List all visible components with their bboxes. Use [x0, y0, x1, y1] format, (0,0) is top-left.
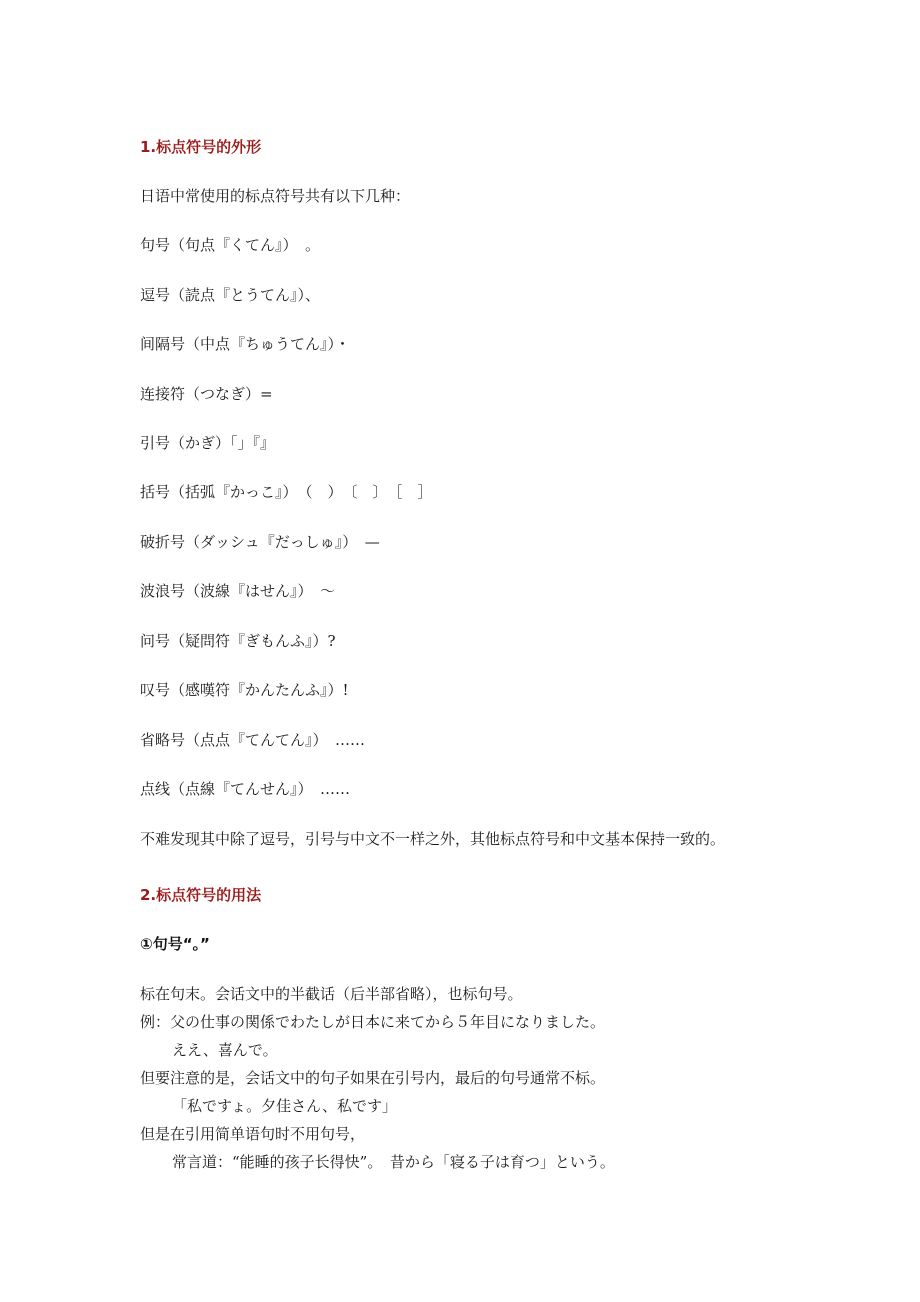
body-line: 「私ですょ。夕佳さん、私です」	[172, 1097, 398, 1115]
list-item: 波浪号（波線『はせん』） ～	[140, 582, 336, 600]
list-item: 句号（句点『くてん』） 。	[140, 236, 321, 254]
section1-heading: 1.标点符号的外形	[140, 138, 262, 156]
body-line: 但是在引用简单语句时不用句号，	[140, 1125, 366, 1143]
body-line: ええ、喜んで。	[172, 1041, 278, 1059]
list-item: 引号（かぎ）「」『』	[140, 434, 276, 452]
body-line: 标在句末。会话文中的半截话（后半部省略），也标句号。	[140, 985, 523, 1003]
list-item: 连接符（つなぎ）=	[140, 385, 273, 403]
body-line: 常言道：“能睡的孩子长得快”。 昔から「寝る子は育つ」という。	[172, 1153, 615, 1171]
list-item: 破折号（ダッシュ『だっしゅ』） —	[140, 533, 380, 551]
section1-conclusion: 不难发现其中除了逗号，引号与中文不一样之外，其他标点符号和中文基本保持一致的。	[140, 830, 726, 848]
list-item: 省略号（点点『てんてん』） ……	[140, 731, 366, 749]
section2-subheading: ①句号“。”	[140, 935, 210, 953]
list-item: 问号（疑問符『ぎもんふ』）?	[140, 632, 336, 650]
body-line: 但要注意的是，会话文中的句子如果在引号内，最后的句号通常不标。	[140, 1069, 606, 1087]
list-item: 叹号（感嘆符『かんたんふ』）!	[140, 681, 349, 699]
list-item: 括号（括弧『かっこ』） （ ） 〔 〕 ［ ］	[140, 483, 433, 501]
body-line: 例：父の仕事の関係でわたしが日本に来てから５年目になりました。	[140, 1013, 606, 1031]
list-item: 间隔号（中点『ちゅうてん』）・	[140, 335, 351, 353]
section2-heading: 2.标点符号的用法	[140, 886, 262, 904]
list-item: 逗号（読点『とうてん』）、	[140, 286, 321, 304]
section1-intro: 日语中常使用的标点符号共有以下几种：	[140, 187, 411, 205]
list-item: 点线（点線『てんせん』） ……	[140, 780, 351, 798]
